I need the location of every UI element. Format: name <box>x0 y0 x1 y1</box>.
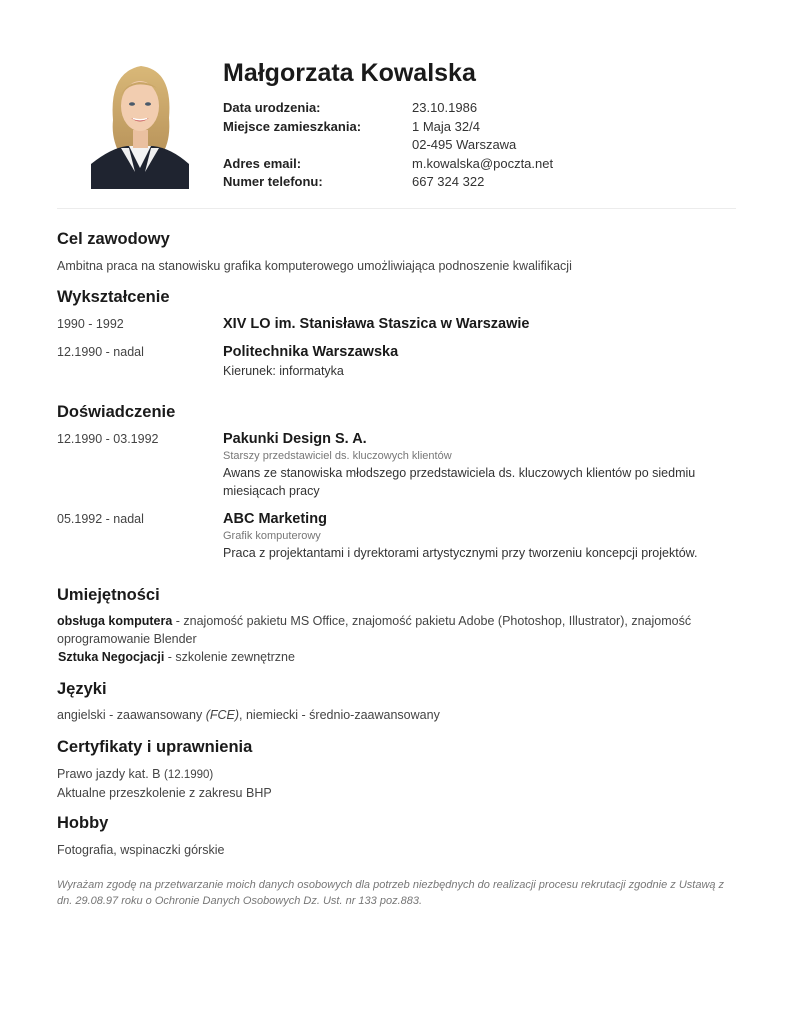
section-title-goal: Cel zawodowy <box>57 230 170 248</box>
languages-part: , niemiecki - średnio-zaawansowany <box>239 708 440 722</box>
entry-text: Praca z projektantami i dyrektorami artystycznymi przy tworzeniu koncepcji projektów. <box>223 546 698 560</box>
entry-text: Awans ze stanowiska młodszego przedstawiciela ds. kluczowych klientów po siedmiu miesiącach pracy <box>223 466 696 498</box>
entry-date: 05.1992 - nadal <box>57 512 144 526</box>
entry-title: Pakunki Design S. A. <box>223 431 367 447</box>
section-title-certificates: Certyfikaty i uprawnienia <box>57 738 253 756</box>
languages-cert: (FCE) <box>205 708 240 722</box>
info-row-phone <box>223 173 553 192</box>
experience-entry <box>57 430 737 500</box>
hobby-text: Fotografia, wspinaczki górskie <box>57 843 225 857</box>
entry-title: ABC Marketing <box>223 511 327 527</box>
languages-text <box>57 706 440 724</box>
entry-date: 12.1990 - 03.1992 <box>57 432 159 446</box>
info-label: Adres email: <box>223 155 302 171</box>
certificate-item <box>57 765 272 784</box>
skills-list <box>57 612 737 666</box>
skill-desc: - szkolenie zewnętrzne <box>164 650 295 664</box>
section-title-education: Wykształcenie <box>57 288 170 306</box>
entry-body <box>223 343 737 380</box>
entry-role: Grafik komputerowy <box>223 530 321 542</box>
profile-photo <box>91 60 189 189</box>
personal-info <box>223 99 553 192</box>
skill-item <box>57 612 737 648</box>
skill-name: obsługa komputera <box>57 614 173 628</box>
certificate-date: (12.1990) <box>164 769 214 781</box>
entry-text: Kierunek: informatyka <box>223 364 344 378</box>
entry-body <box>223 315 737 334</box>
info-label: Miejsce zamieszkania: <box>223 118 362 134</box>
header-divider <box>57 208 736 209</box>
info-row-address-city <box>223 136 553 155</box>
info-row-birthdate <box>223 99 553 118</box>
info-row-address <box>223 118 553 137</box>
skill-name: Sztuka Negocjacji <box>58 650 165 664</box>
phone-value: 667 324 322 <box>412 174 485 189</box>
info-row-email <box>223 155 553 174</box>
section-title-languages: Języki <box>57 680 107 698</box>
entry-title: Politechnika Warszawska <box>223 344 399 360</box>
info-label: Numer telefonu: <box>223 174 323 189</box>
info-value: 1 Maja 32/4 <box>412 118 480 134</box>
entry-date: 12.1990 - nadal <box>57 345 144 359</box>
education-entry <box>57 315 737 334</box>
goal-text: Ambitna praca na stanowisku grafika komputerowego umożliwiająca podnoszenie kwalifikacji <box>57 259 572 273</box>
info-value: 23.10.1986 <box>412 100 478 115</box>
section-title-experience: Doświadczenie <box>57 403 176 421</box>
entry-role: Starszy przedstawiciel ds. kluczowych klientów <box>223 450 452 462</box>
info-label: Data urodzenia: <box>223 100 321 115</box>
education-entry <box>57 343 737 380</box>
data-consent-clause: Wyrażam zgodę na przetwarzanie moich danych osobowych dla potrzeb niezbędnych do realizacji procesu rekrutacji zgodnie z Ustawą z dn. 29.08.97 roku o Ochronie Danych Osobowych Dz. Ust. nr 133 poz.883. <box>57 879 725 907</box>
entry-body <box>223 430 737 500</box>
languages-part: angielski - zaawansowany <box>57 708 206 722</box>
skill-item <box>57 648 737 666</box>
section-title-hobby: Hobby <box>57 814 109 832</box>
certificate-name: Prawo jazdy kat. B <box>57 767 161 781</box>
entry-title: XIV LO im. Stanisława Staszica w Warszawie <box>223 316 530 332</box>
experience-entry <box>57 510 737 562</box>
section-title-skills: Umiejętności <box>57 586 160 604</box>
info-label <box>223 136 412 155</box>
certificate-item: Aktualne przeszkolenie z zakresu BHP <box>57 786 272 800</box>
email-value: m.kowalska@poczta.net <box>412 155 554 171</box>
info-value: 02-495 Warszawa <box>412 137 517 152</box>
skill-desc: - znajomość pakietu MS Office, znajomość pakietu Adobe (Photoshop, Illustrator), znajomość oprogramowanie Blender <box>57 614 692 646</box>
entry-date: 1990 - 1992 <box>57 317 124 331</box>
certificates-text <box>57 765 272 802</box>
cv-header <box>0 0 794 210</box>
person-name: Małgorzata Kowalska <box>223 59 476 87</box>
entry-body <box>223 510 737 562</box>
